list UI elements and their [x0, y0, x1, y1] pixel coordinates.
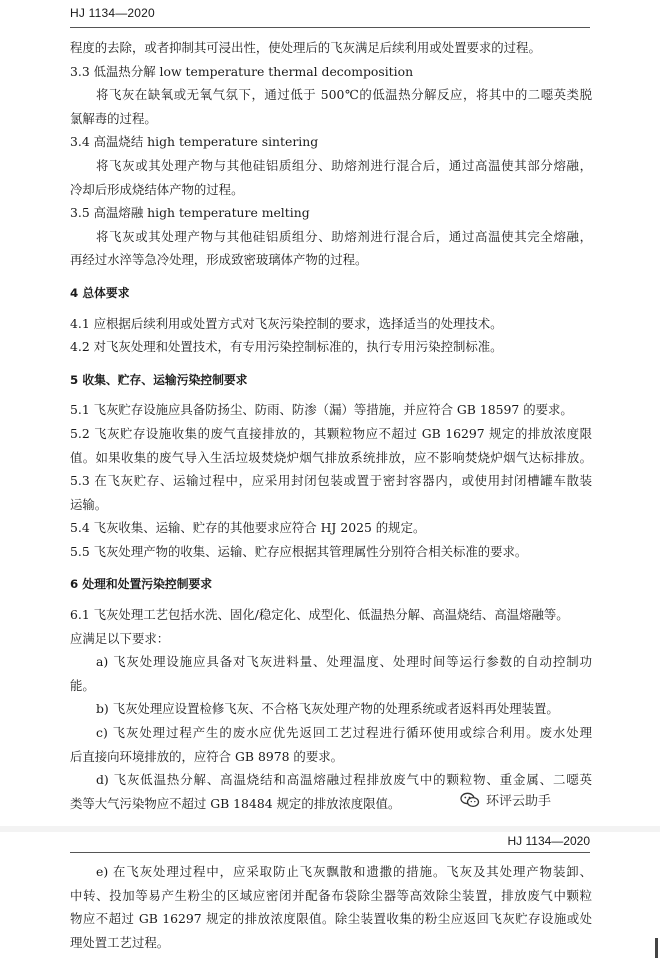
text-line: 将飞灰或其处理产物与其他硅铝质组分、助熔剂进行混合后，通过高温使其部分熔融， [96, 157, 592, 173]
text-line: 冷却后形成烧结体产物的过程。 [70, 181, 244, 197]
text-line: 将飞灰在缺氧或无氧气氛下，通过低于 500℃的低温热分解反应，将其中的二噁英类脱 [96, 87, 592, 103]
page-separator [0, 826, 660, 832]
text-line: 再经过水淬等急冷处理，形成致密玻璃体产物的过程。 [70, 252, 368, 268]
text-line: 物应不超过 GB 16297 规定的排放浓度限值。除尘装置收集的粉尘应返回飞灰贮存设施或处 [70, 911, 592, 927]
text-line: 理处置工艺过程。 [70, 934, 170, 950]
text-line: 4.1 应根据后续利用或处置方式对飞灰污染控制的要求，选择适当的处理技术。 [70, 315, 503, 331]
text-line: 将飞灰或其处理产物与其他硅铝质组分、助熔剂进行混合后，通过高温使其完全熔融， [96, 228, 592, 244]
text-line: 4.2 对飞灰处理和处置技术，有专用污染控制标准的，执行专用污染控制标准。 [70, 339, 503, 355]
spacer [70, 359, 592, 369]
text-line: 值。如果收集的废气导入生活垃圾焚烧炉烟气排放系统排放，应不影响焚烧炉烟气达标排放。 [70, 449, 592, 465]
text-line: 3.3 低温热分解 low temperature thermal decomposition [70, 63, 414, 79]
text-line: b) 飞灰处理应设置检修飞灰、不合格飞灰处理产物的处理系统或者返料再处理装置。 [96, 701, 559, 717]
text-line: 5.1 飞灰贮存设施应具备防扬尘、防雨、防渗（漏）等措施，并应符合 GB 18597 的要求。 [70, 402, 573, 418]
spacer [70, 272, 592, 282]
text-line: e) 在飞灰处理过程中，应采取防止飞灰飘散和遗撒的措施。飞灰及其处理产物装卸、 [96, 864, 592, 879]
section-heading: 4 总体要求 [70, 285, 130, 300]
wechat-icon [460, 792, 480, 808]
section-heading: 6 处理和处置污染控制要求 [70, 577, 213, 592]
text-line: 应满足以下要求： [70, 630, 170, 646]
watermark-text: 环评云助手 [486, 794, 552, 809]
text-line: 3.5 高温熔融 high temperature melting [70, 205, 310, 221]
spacer [70, 563, 592, 573]
text-line: 后直接向环境排放的，应符合 GB 8978 的要求。 [70, 748, 343, 764]
text-line: 5.3 在飞灰贮存、运输过程中，应采用封闭包装或置于密封容器内，或使用封闭槽罐车散装 [70, 473, 592, 489]
header-rule-2 [70, 852, 590, 853]
text-line: c) 飞灰处理过程产生的废水应优先返回工艺过程进行循环使用或综合利用。废水处理 [96, 725, 592, 741]
text-line: 5.4 飞灰收集、运输、贮存的其他要求应符合 HJ 2025 的规定。 [70, 520, 426, 536]
text-line: 能。 [70, 677, 95, 693]
section-heading: 5 收集、贮存、运输污染控制要求 [70, 372, 248, 387]
text-line: 3.4 高温烧结 high temperature sintering [70, 134, 319, 150]
watermark [460, 790, 551, 809]
text-line: 5.5 飞灰处理产物的收集、运输、贮存应根据其管理属性分别符合相关标准的要求。 [70, 543, 528, 559]
document-body-page-1 [70, 36, 592, 815]
scrollbar-thumb[interactable] [655, 938, 658, 958]
text-line: 5.2 飞灰贮存设施收集的废气直接排放的，其颗粒物应不超过 GB 16297 规定的排放浓度限 [70, 425, 592, 441]
text-line: d) 飞灰低温热分解、高温烧结和高温熔融过程排放废气中的颗粒物、重金属、二噁英 [96, 772, 592, 788]
text-line: 程度的去除，或者抑制其可浸出性，使处理后的飞灰满足后续利用或处置要求的过程。 [70, 40, 541, 55]
text-line: 6.1 飞灰处理工艺包括水洗、固化/稳定化、成型化、低温热分解、高温烧结、高温熔融等。 [70, 607, 569, 623]
header-rule [70, 27, 590, 28]
document-body-page-2 [70, 860, 592, 954]
text-line: 氯解毒的过程。 [70, 110, 157, 126]
page-header-standard-code-2: HJ 1134—2020 [507, 834, 590, 848]
text-line: 运输。 [70, 496, 108, 512]
text-line: 中转、投加等易产生粉尘的区域应密闭并配备布袋除尘器等高效除尘装置，排放废气中颗粒 [70, 887, 592, 903]
text-line: a) 飞灰处理设施应具备对飞灰进料量、处理温度、处理时间等运行参数的自动控制功 [96, 654, 592, 670]
text-line: 类等大气污染物应不超过 GB 18484 规定的排放浓度限值。 [70, 795, 401, 811]
page-header-standard-code: HJ 1134—2020 [70, 6, 155, 20]
